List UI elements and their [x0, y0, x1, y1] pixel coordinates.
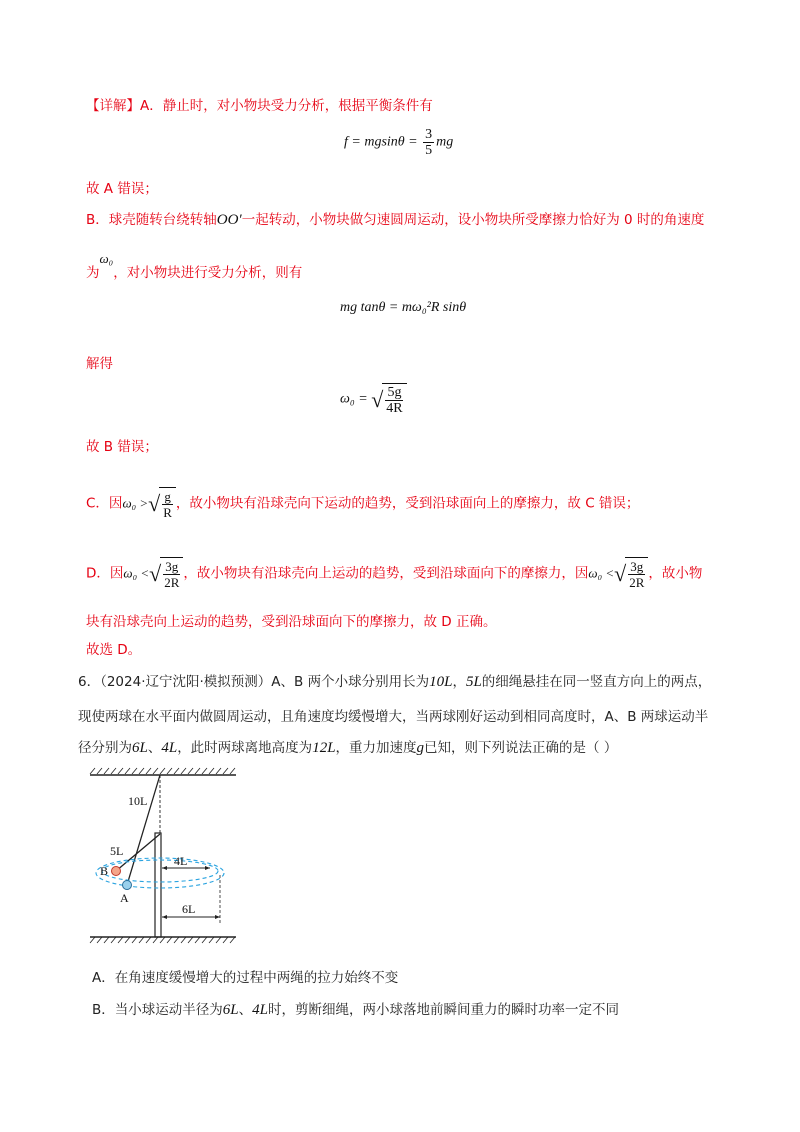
question-source: （2024·辽宁沈阳·模拟预测）: [100, 674, 272, 690]
label-10L: 10L: [128, 794, 148, 808]
b-conclusion: 故 B 错误；: [86, 439, 158, 455]
formula-omega0: ω₀ = √ $\frac{5g}{4R}$: [340, 383, 407, 416]
question-line-2: 现使两球在水平面内做圆周运动，且角速度均缓慢增大，当两球刚好运动到相同高度时，A、B 两球运动半: [78, 709, 709, 725]
label-6L: 6L: [182, 902, 196, 916]
label-4L: 4L: [174, 854, 188, 868]
detail-a-line: [86, 96, 433, 116]
detail-label: 【详解】: [86, 98, 140, 114]
d-line-2: 块有沿球壳向上运动的趋势，受到沿球面向下的摩擦力，故 D 正确。: [86, 614, 497, 630]
label-B: B: [100, 864, 109, 878]
ground-hatch: [90, 937, 235, 943]
label-A: A: [120, 891, 129, 905]
support-pole: [155, 833, 161, 937]
a-conclusion: 故 A 错误；: [86, 181, 158, 197]
fraction-3-5: $\frac{3}{5}$: [425, 127, 433, 158]
formula-tan: mg tanθ = mω₀²R sinθ: [340, 300, 467, 315]
final-answer: 故选 D。: [86, 642, 142, 658]
solve-label: 解得: [86, 356, 113, 372]
omega0-symbol: ω₀: [99, 251, 114, 266]
question-number: 6．: [78, 674, 101, 690]
option-a: A．在角速度缓慢增大的过程中两绳的拉力始终不变: [92, 970, 399, 986]
option-b: B．当小球运动半径为6L、4L时，剪断细绳，两小球落地前瞬间重力的瞬时功率一定不同: [92, 1002, 619, 1018]
label-5L: 5L: [110, 844, 124, 858]
question-line-1: 6．（2024·辽宁沈阳·模拟预测）A、B 两个小球分别用长为10L，5L的细绳悬挂在同一竖直方向上的两点，: [78, 674, 712, 690]
ceiling-hatch: [90, 768, 235, 774]
ball-b: [112, 867, 121, 876]
question-line-3: 径分别为6L、4L，此时两球离地高度为12L，重力加速度g已知，则下列说法正确的是（ ）: [78, 740, 618, 756]
b-line-1: B．球壳随转台绕转轴OO′一起转动，小物块做匀速圆周运动，设小物块所受摩擦力恰好为 0 时的角速度: [86, 212, 705, 228]
axis-symbol: OO′: [216, 212, 242, 228]
formula-friction: f = mgsinθ = $\frac{3}{5}$ mg: [344, 127, 454, 158]
option-a-analysis: A．静止时，对小物块受力分析，根据平衡条件有: [140, 98, 433, 114]
c-line: C．因ω₀ > √ $\frac{g}{R}$ ，故小物块有沿球壳向下运动的趋势，受到沿球面向上的摩擦力，故 C 错误；: [86, 489, 640, 520]
b-line-2: 为ω₀，对小物块进行受力分析，则有: [86, 251, 303, 281]
ball-a: [123, 881, 132, 890]
pendulum-figure: [84, 765, 244, 945]
d-line-1: D．因ω₀ < √ $\frac{3g}{2R}$ ，故小物块有沿球壳向上运动的趋势，受到沿球面向下的摩擦力，因ω₀ < √ $\frac{3g}{2R}$ ，故小物: [86, 559, 703, 590]
